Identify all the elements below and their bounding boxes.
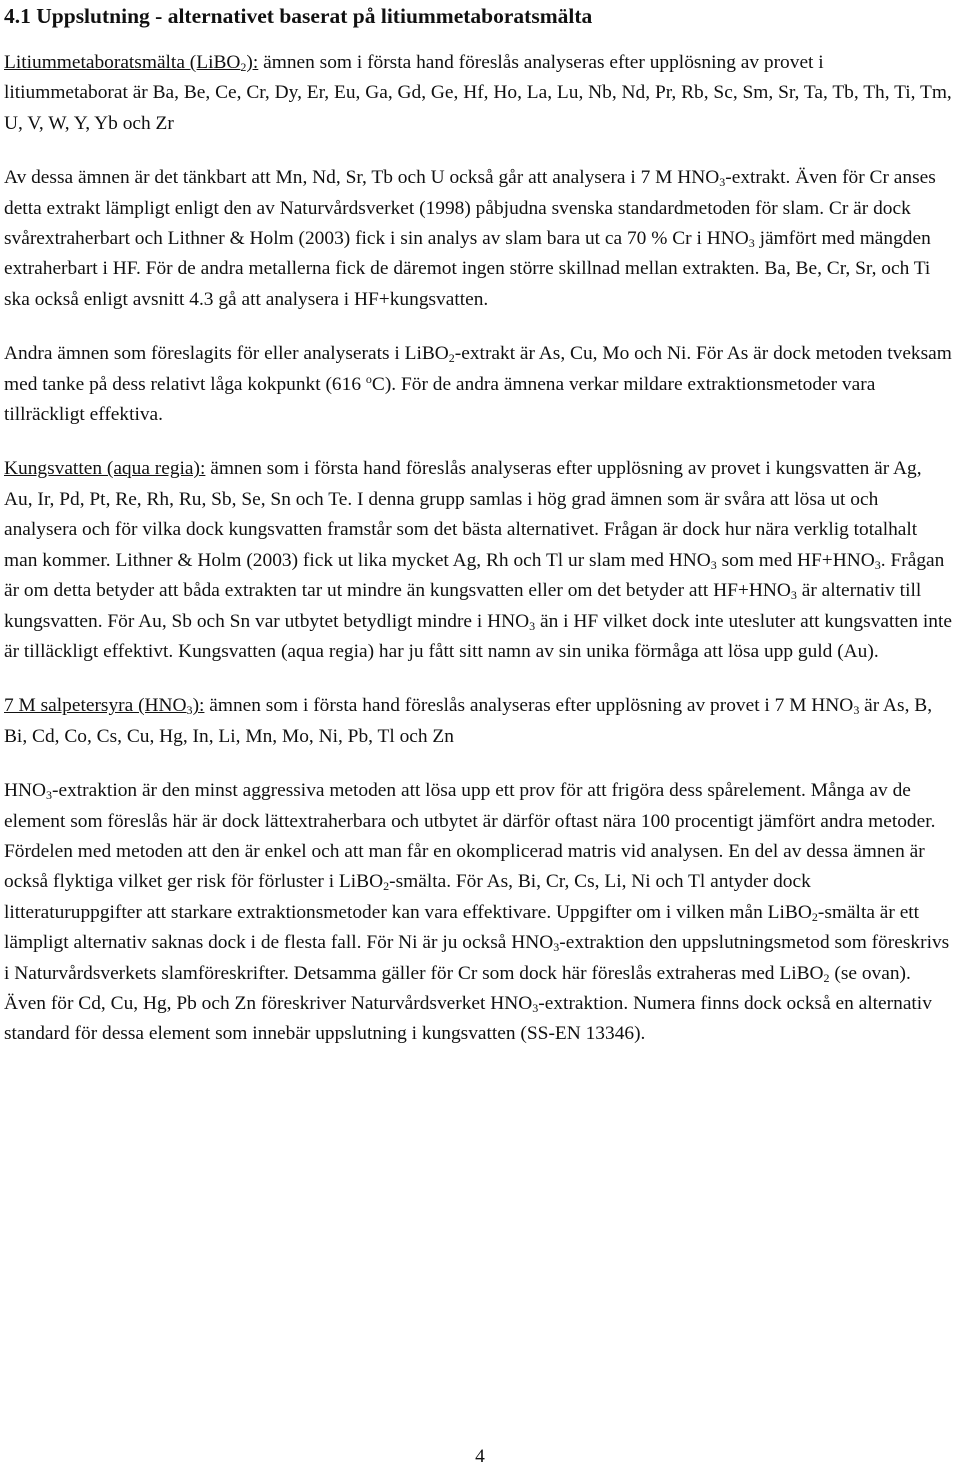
paragraph-text: Andra ämnen som föreslagits för eller analyserats i LiBO bbox=[4, 343, 449, 365]
paragraph-text: ämnen som i första hand föreslås analyseras efter upplösning av provet i litiummetaborat är Ba, Be, Ce, Cr, Dy, Er, Eu, Ga, Gd, Ge, Hf, Ho, La, Lu, Nb, Nd, Pr, Rb, Sc, Sm, Sr, Ta, Tb, Th, Ti, Tm, U, V, W, Y, Yb och Zr bbox=[4, 52, 952, 134]
subscript: 3 bbox=[186, 703, 193, 718]
underlined-label-aqua-regia: Kungsvatten (aqua regia): bbox=[4, 458, 206, 480]
paragraph-text: C). För de andra ämnena verkar mildare extraktionsmetoder vara tillräckligt effektiva. bbox=[4, 373, 876, 426]
paragraph-text: -smälta. För As, Bi, Cr, Cs, Li, Ni och Tl antyder dock litteraturuppgifter att starkare extraktionsmetoder kan vara effektivare. Uppgifter om i vilken mån LiBO bbox=[4, 871, 812, 923]
paragraph-text: -extrakt. Även för Cr anses detta extrakt lämpligt enligt den av Naturvårdsverket (1998) påbjudna svenska standardmetoden för slam. Cr är dock svårextraherbart och Lithner & Holm (2003) fick i sin analys av slam bara ut ca 70 % Cr i HNO bbox=[4, 167, 936, 250]
paragraph-text: . Frågan är om detta betyder att båda extrakten tar ut mindre än kungsvatten eller om det betyder att HF+HNO bbox=[4, 549, 945, 602]
subscript: 2 bbox=[823, 970, 830, 985]
subscript: 3 bbox=[719, 175, 726, 190]
paragraph-text: -extraktion den uppslutningsmetod som föreskrivs i Naturvårdsverkets slamföreskrifter. Detsamma gäller för Cr som dock här föreslås extraheras med LiBO bbox=[4, 932, 950, 984]
subscript: 3 bbox=[46, 788, 53, 803]
subscript: 2 bbox=[448, 351, 455, 366]
paragraph-text: (se ovan). Även för Cd, Cu, Hg, Pb och Zn föreskriver Naturvårdsverket HNO bbox=[4, 962, 911, 1014]
paragraph-mn-nd bbox=[4, 163, 952, 315]
label-text: Litiummetaboratsmälta (LiBO bbox=[4, 52, 241, 73]
spacer bbox=[4, 430, 952, 454]
label-text: ): bbox=[192, 695, 205, 717]
paragraph-text: -extrakt är As, Cu, Mo och Ni. För As är dock metoden tveksam med tanke på dess relativt låga kokpunkt (616 bbox=[4, 343, 952, 395]
spacer bbox=[4, 752, 952, 776]
paragraph-text: är As, B, Bi, Cd, Co, Cs, Cu, Hg, In, Li, Mn, Mo, Ni, Pb, Tl och Zn bbox=[4, 695, 933, 747]
document-page bbox=[4, 0, 952, 1050]
paragraph-text: jämfört med mängden extraherbart i HF. För de andra metallerna fick de däremot ingen större skillnad mellan extrakten. Ba, Be, Cr, Sr, och Ti ska också enligt avsnitt 4.3 gå att analysera i HF+kungsvatten. bbox=[4, 228, 931, 310]
paragraph-text: -smälta är ett lämpligt alternativ saknas dock i de flesta fall. För Ni är ju också HNO bbox=[4, 901, 920, 954]
paragraph-hno3-extraction bbox=[4, 776, 952, 1050]
paragraph-aqua-regia bbox=[4, 454, 952, 667]
page-number: 4 bbox=[475, 1446, 485, 1467]
subscript: 2 bbox=[240, 60, 247, 74]
spacer bbox=[4, 139, 952, 163]
subscript: 3 bbox=[553, 940, 560, 955]
paragraph-text: ämnen som i första hand föreslås analyseras efter upplösning av provet i kungsvatten är Ag, Au, Ir, Pd, Pt, Re, Rh, Ru, Sb, Se, Sn och Te. I denna grupp samlas i hög grad ämnen som är svåra att lösa ut och analysera och för vilka dock kungsvatten framstår som det bästa alternativet. Frågan är dock hur nära verklig totalhalt man kommer. Lithner & Holm (2003) fick ut lika mycket Ag, Rh och Tl ur slam med HNO bbox=[4, 458, 922, 571]
paragraph-text: som med HF+HNO bbox=[716, 549, 875, 571]
paragraph-text: ämnen som i första hand föreslås analyseras efter upplösning av provet i 7 M HNO bbox=[204, 695, 854, 717]
label-text: 7 M salpetersyra (HNO bbox=[4, 695, 187, 717]
spacer bbox=[4, 30, 952, 48]
paragraph-text: HNO bbox=[4, 780, 47, 802]
subscript: 2 bbox=[383, 879, 390, 894]
subscript: 3 bbox=[874, 557, 881, 572]
subscript: 3 bbox=[790, 588, 797, 603]
paragraph-text: än i HF vilket dock inte utesluter att kungsvatten inte är tilläckligt effektivt. Kungsvatten (aqua regia) har ju fått sitt namn av sin unika förmåga att lösa upp guld (Au). bbox=[4, 610, 952, 662]
paragraph-text: -extraktion är den minst aggressiva metoden att lösa upp ett prov för att frigöra dess spårelement. Många av de element som föreslås här är dock lättextraherbara och utbytet är därför oftast nära 100 procentigt jämfört andra metoder. Fördelen med metoden att den är enkel och att man får en okomplicerad matris vid analysen. En del av dessa ämnen är också flyktiga vilket ger risk för förluster i LiBO bbox=[4, 780, 936, 893]
superscript: o bbox=[365, 371, 372, 386]
underlined-label-libo2 bbox=[4, 52, 258, 73]
subscript: 3 bbox=[853, 703, 860, 718]
subscript: 3 bbox=[710, 557, 717, 572]
section-heading: 4.1 Uppslutning - alternativet baserat på litiummetaboratsmälta bbox=[4, 4, 593, 28]
paragraph-libo2 bbox=[4, 48, 952, 139]
label-text: ): bbox=[246, 52, 259, 73]
paragraph-text: är alternativ till kungsvatten. För Au, Sb och Sn var utbytet betydligt mindre i HNO bbox=[4, 580, 922, 632]
subscript: 3 bbox=[532, 1000, 539, 1015]
spacer bbox=[4, 315, 952, 339]
paragraph-other-elements bbox=[4, 339, 952, 430]
paragraph-text: -extraktion. Numera finns dock också en alternativ standard för dessa element som innebär uppslutning i kungsvatten (SS-EN 13346). bbox=[4, 992, 932, 1045]
subscript: 3 bbox=[748, 236, 755, 251]
paragraph-text: Av dessa ämnen är det tänkbart att Mn, Nd, Sr, Tb och U också går att analysera i 7 M HNO bbox=[4, 167, 720, 189]
subscript: 3 bbox=[529, 618, 536, 633]
underlined-label-nitric-acid bbox=[4, 695, 204, 716]
spacer bbox=[4, 667, 952, 691]
subscript: 2 bbox=[811, 909, 818, 924]
paragraph-nitric-acid bbox=[4, 691, 952, 752]
